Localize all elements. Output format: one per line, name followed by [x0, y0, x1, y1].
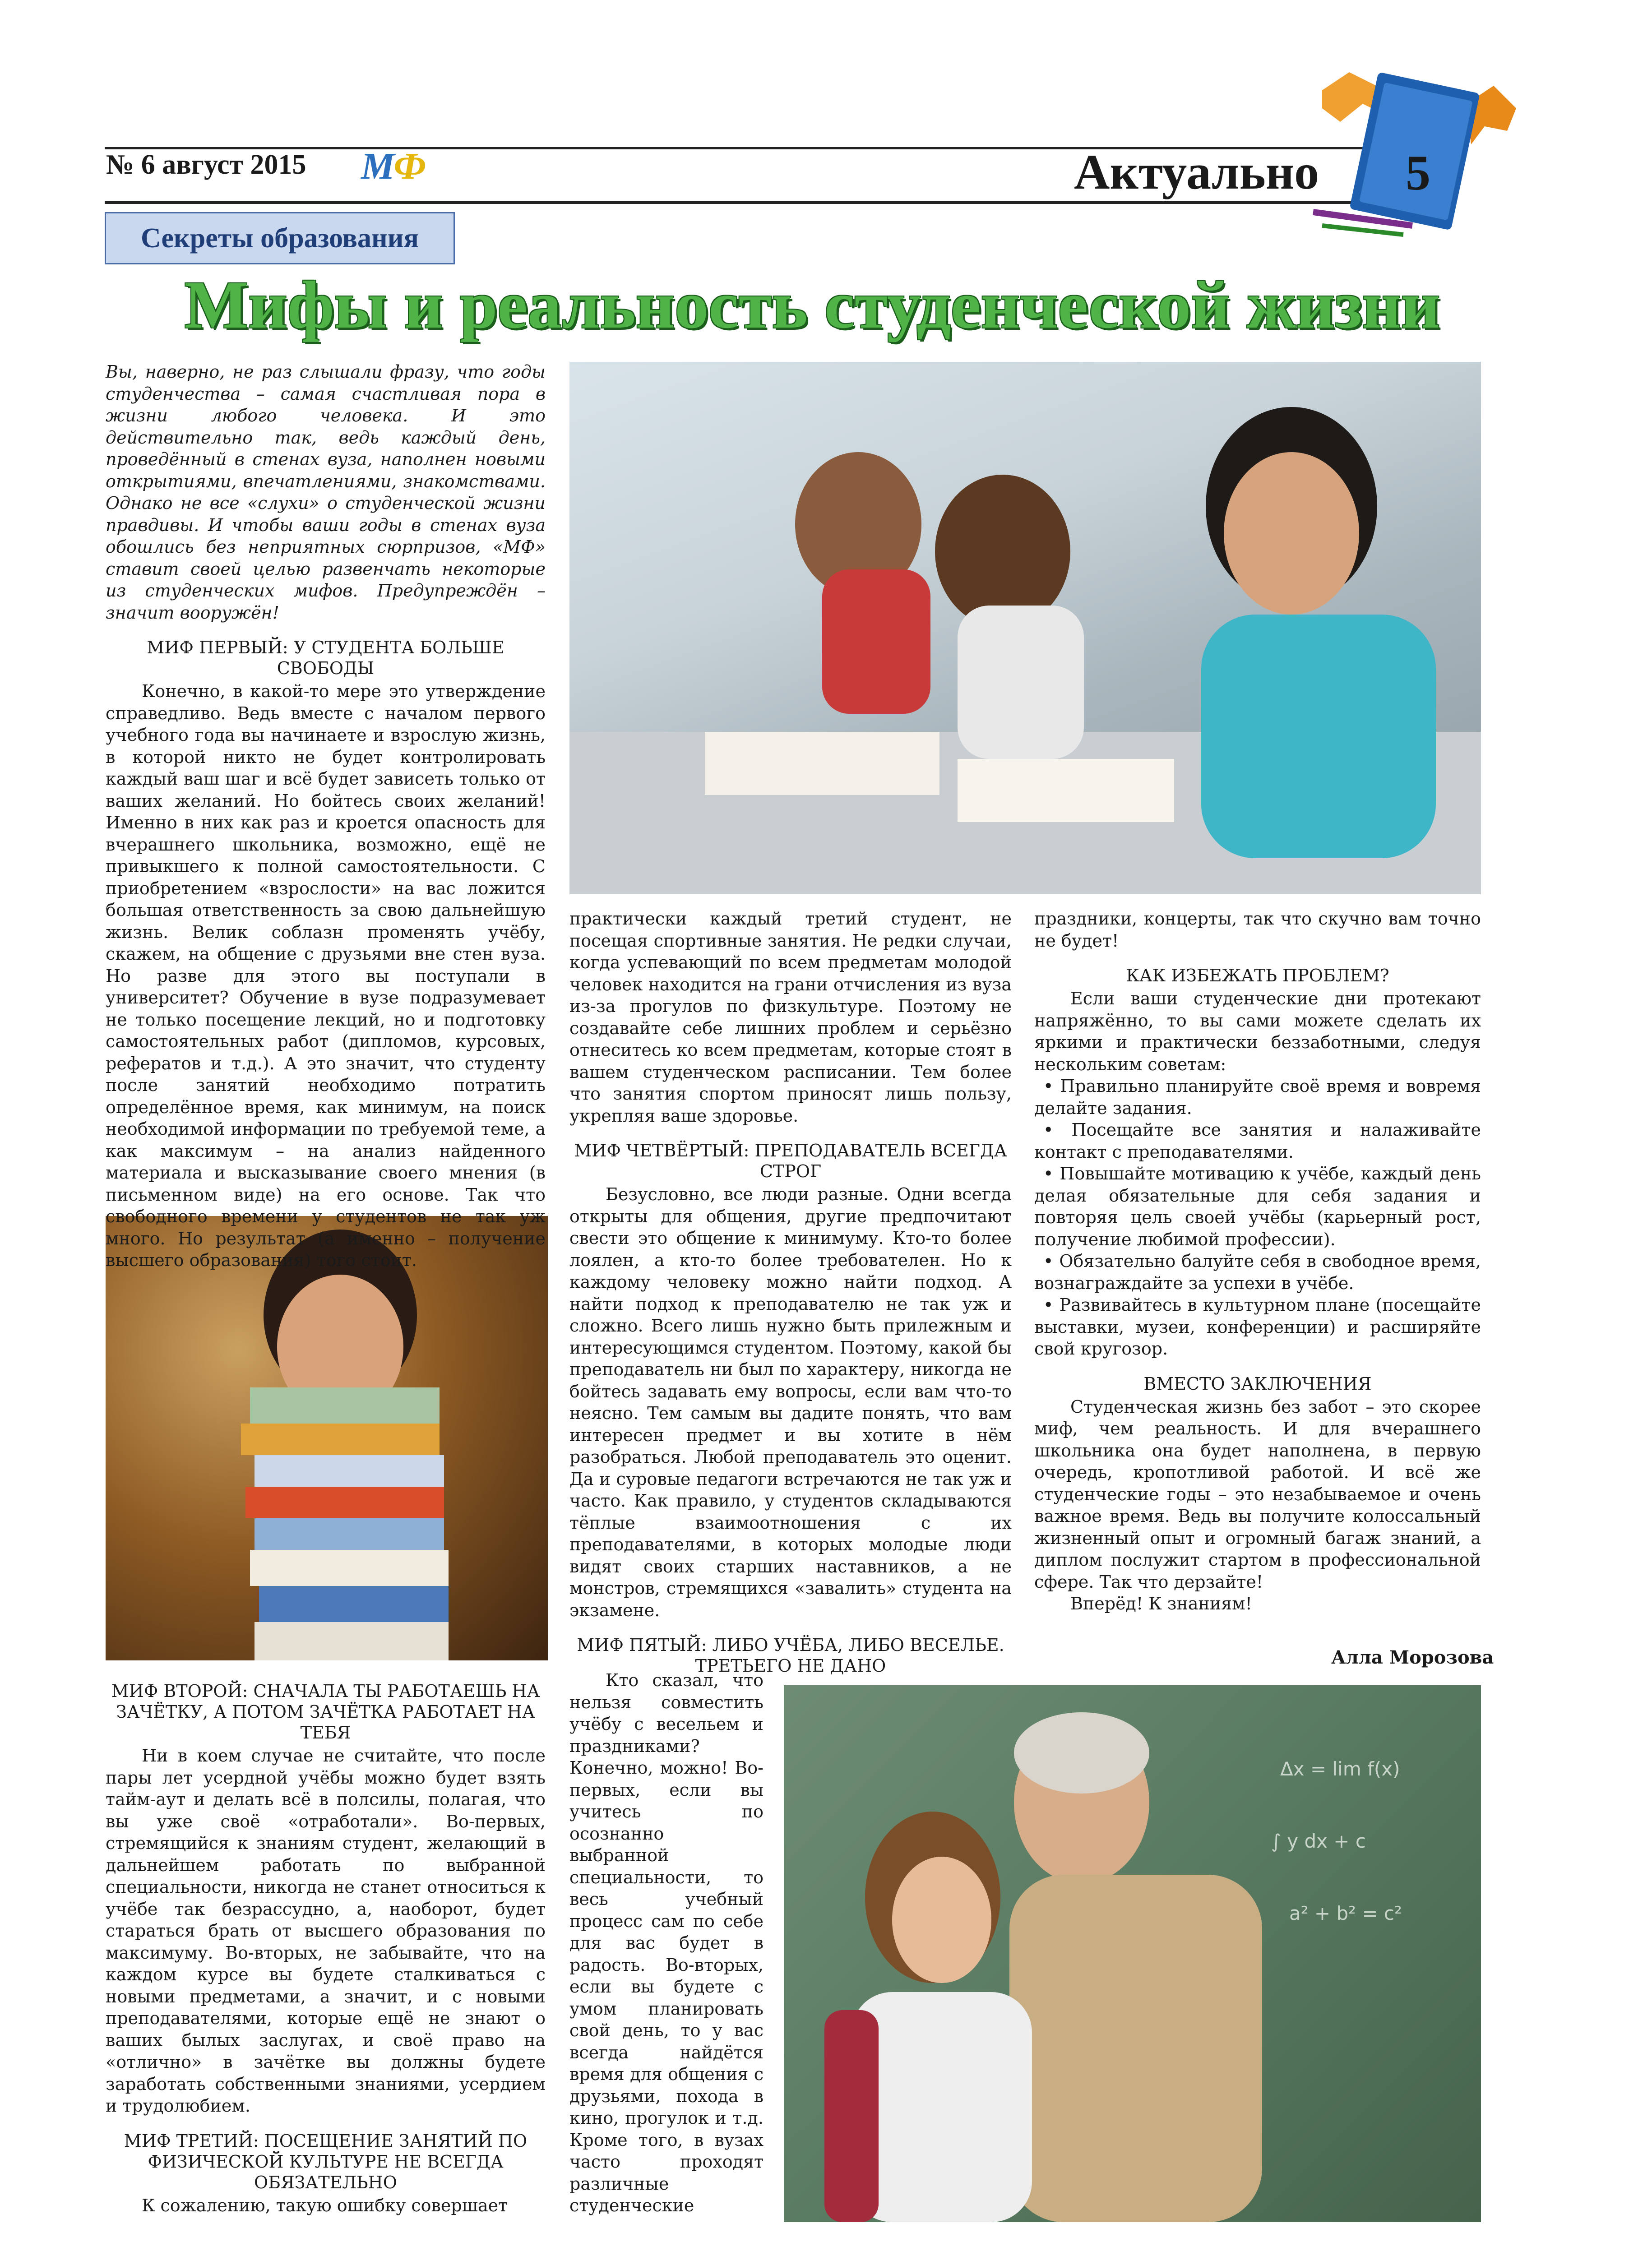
author-name: Алла Морозова [1331, 1647, 1494, 1668]
myth3-text-b: практически каждый третий студент, не посещая спортивные занятия. Не редки случаи, когда успевающий по всем предметам молодой человек находится на грани отчисления из вуза из-за прогулов по физкультуре. Поэтому не создавайте себе лишних проблем и серьёзно отнеситесь ко всем предметам, которые стоят в вашем студенческом расписании. Тем более что занятия спортом приносят лишь пользу, укрепляя ваше здоровье. [569, 909, 1012, 1126]
myth4-text: Безусловно, все люди разные. Одни всегда открыты для общения, другие предпочитают свести это общение к минимуму. Кто-то более лоялен, а кто-то более требователен. Но к каждому человеку можно найти подход. А найти подход к преподавателю не так уж и сложно. Всего лишь нужно быть прилежным и интересующимся студентом. Поэтому, какой бы преподаватель ни был по характеру, никогда не бойтесь задавать ему вопросы, если вам что-то неясно. Тем самым вы дадите понять, что вам интересен предмет и вы хотите в нём разобраться. Любой преподаватель это оценит. Да и суровые педагоги встречаются не так уж и часто. Как правило, у студентов складываются тёплые взаимоотношения с их преподавателями, в которых молодые люди видят своих старших наставников, а не монстров, стремящихся «завалить» студента на экзамене. [569, 1184, 1012, 1620]
tip-item: • Повышайте мотивацию к учёбе, каждый день делая обязательные для себя задания и повторяя цель своей учёбы (карьерный рост, получение любимой профессии). [1034, 1164, 1481, 1249]
conclusion-text: Студенческая жизнь без забот – это скорее миф, чем реальность. И для вчерашнего школьника она будет наполнена, в первую очередь, кропотливой работой. И всё же студенческие годы – это незабываемое и очень важное время. Ведь вы получите колоссальный жизненный опыт и огромный багаж знаний, а диплом послужит стартом в профессиональной сфере. Так что дерзайте! [1034, 1396, 1481, 1592]
problems-title: КАК ИЗБЕЖАТЬ ПРОБЛЕМ? [1126, 966, 1389, 985]
myth5-text-b: праздники, концерты, так что скучно вам точно не будет! [1034, 909, 1481, 951]
column-2 [569, 908, 1012, 1678]
myth3-text-a: К сожалению, такую ошибку совершает [142, 2195, 508, 2215]
tip-item: • Правильно планируйте своё время и вовремя делайте задания. [1034, 1076, 1481, 1118]
myth1-text: Конечно, в какой-то мере это утверждение справедливо. Ведь вместе с началом первого учебного года вы начинаете и взрослую жизнь, в которой никто не будет контролировать каждый ваш шаг и всё будет зависеть только от ваших желаний. Но бойтесь своих желаний! Именно в них как раз и кроется опасность для вчерашнего школьника, возможно, ещё не привыкшего к полной самостоятельности. С приобретением «взрослости» на вас ложится большая ответственность за свою дальнейшую жизнь. Велик соблазн променять учёбу, скажем, на общение с друзьями вне стен вуза. Но разве для этого вы поступали в университет? Обучение в вузе подразумевает не только посещение лекций, но и подготовку самостоятельных работ (дипломов, курсовых, рефератов и т.д.). А это значит, что студенту после занятий необходимо потратить определённое время, как минимум, на поиск необходимой информации по требуемой теме, а как максимум – на анализ найденного материала и высказывание своего мнения (в письменном виде) на его основе. Так что свободного времени у студентов не так уж много. Но результат (а именно – получение высшего образования) того стоит. [106, 681, 546, 1270]
svg-text:a² + b² = c²: a² + b² = c² [1289, 1902, 1402, 1924]
myth4-title: МИФ ЧЕТВЁРТЫЙ: ПРЕПОДАВАТЕЛЬ ВСЕГДА СТРОГ [574, 1141, 1007, 1181]
svg-text:Δx = lim f(x): Δx = lim f(x) [1280, 1758, 1400, 1780]
myth5-title: МИФ ПЯТЫЙ: ЛИБО УЧЁБА, ЛИБО ВЕСЕЛЬЕ. ТРЕТЬЕГО НЕ ДАНО [577, 1635, 1004, 1676]
column-1-bottom [106, 1681, 546, 2216]
tip-item: • Посещайте все занятия и налаживайте контакт с преподавателями. [1034, 1120, 1481, 1162]
tip-item: • Обязательно балуйте себя в свободное время, вознаграждайте за успехи в учёбе. [1034, 1251, 1481, 1293]
svg-text:∫ y dx + c: ∫ y dx + c [1271, 1830, 1366, 1852]
newspaper-logo: МФ [361, 145, 426, 187]
intro-text: Вы, наверно, не раз слышали фразу, что годы студенчества – самая счастливая пора в жизни любого человека. И это действительно так, ведь каждый день, проведённый в стенах вуза, наполнен новыми открытиями, впечатлениями, знакомствами. Однако не все «слухи» о студенческой жизни правдивы. И чтобы ваши годы в стенах вуза обошлись без неприятных сюрпризов, «МФ» ставит своей целью развенчать некоторые из студенческих мифов. Предупреждён – значит вооружён! [106, 362, 546, 623]
column-3 [1034, 908, 1481, 1615]
students-photo [569, 362, 1481, 894]
column-1-top [106, 361, 546, 1271]
header-bottom-rule [105, 201, 1422, 204]
headline: Мифы и реальность студенческой жизни [184, 268, 1440, 342]
page-number: 5 [1406, 145, 1430, 200]
conclusion-title: ВМЕСТО ЗАКЛЮЧЕНИЯ [1143, 1373, 1372, 1394]
student-books-photo [106, 1216, 548, 1660]
myth1-title: МИФ ПЕРВЫЙ: У СТУДЕНТА БОЛЬШЕ СВОБОДЫ [147, 638, 504, 678]
teacher-student-photo [784, 1685, 1481, 2222]
myth2-title: МИФ ВТОРОЙ: СНАЧАЛА ТЫ РАБОТАЕШЬ НА ЗАЧЁТКУ, А ПОТОМ ЗАЧЁТКА РАБОТАЕТ НА ТЕБЯ [111, 1681, 540, 1743]
tip-item: • Развивайтесь в культурном плане (посещайте выставки, музеи, конференции) и расширяйте свой кругозор. [1034, 1295, 1481, 1359]
conclusion-closing: Вперёд! К знаниям! [1070, 1594, 1252, 1613]
myth5-text-a: Кто сказал, что нельзя совместить учёбу с весельем и праздниками? Конечно, можно! Во-первых, если вы учитесь по осознанно выбранной специальности, то весь учебный процесс сам по себе для вас будет в радость. Во-вторых, если вы будете с умом планировать свой день, то у вас всегда найдётся время для общения с друзьями, похода в кино, прогулок и т.д. Кроме того, в вузах часто проходят различные студенческие [569, 1670, 764, 2215]
section-title: Актуально [1074, 144, 1319, 199]
column-2-narrow [569, 1669, 764, 2217]
myth3-title: МИФ ТРЕТИЙ: ПОСЕЩЕНИЕ ЗАНЯТИЙ ПО ФИЗИЧЕСКОЙ КУЛЬТУРЕ НЕ ВСЕГДА ОБЯЗАТЕЛЬНО [124, 2131, 528, 2192]
issue-number: № 6 август 2015 [106, 149, 306, 180]
rubric-label: Секреты образования [105, 212, 455, 264]
myth2-text: Ни в коем случае не считайте, что после пары лет усердной учёбы можно будет взять тайм-аут и делать всё в полсилы, полагая, что вы уже своё «отработали». Во-первых, стремящийся к знаниям студент, желающий в дальнейшем работать по выбранной специальности, никогда не станет относиться к учёбе так безрассудно, а, наоборот, будет стараться брать от высшего образования по максимуму. Во-вторых, не забывайте, что на каждом курсе вы будете сталкиваться с новыми предметами, а значит, и с новыми преподавателями, которые ещё не знают о ваших былых заслугах, и своё право на «отлично» в зачётке вы должны будете заработать собственными знаниями, усердием и трудолюбием. [106, 1746, 546, 2116]
problems-intro: Если ваши студенческие дни протекают напряжённо, то вы сами можете сделать их яркими и практически беззаботными, следуя нескольким советам: [1034, 989, 1481, 1074]
